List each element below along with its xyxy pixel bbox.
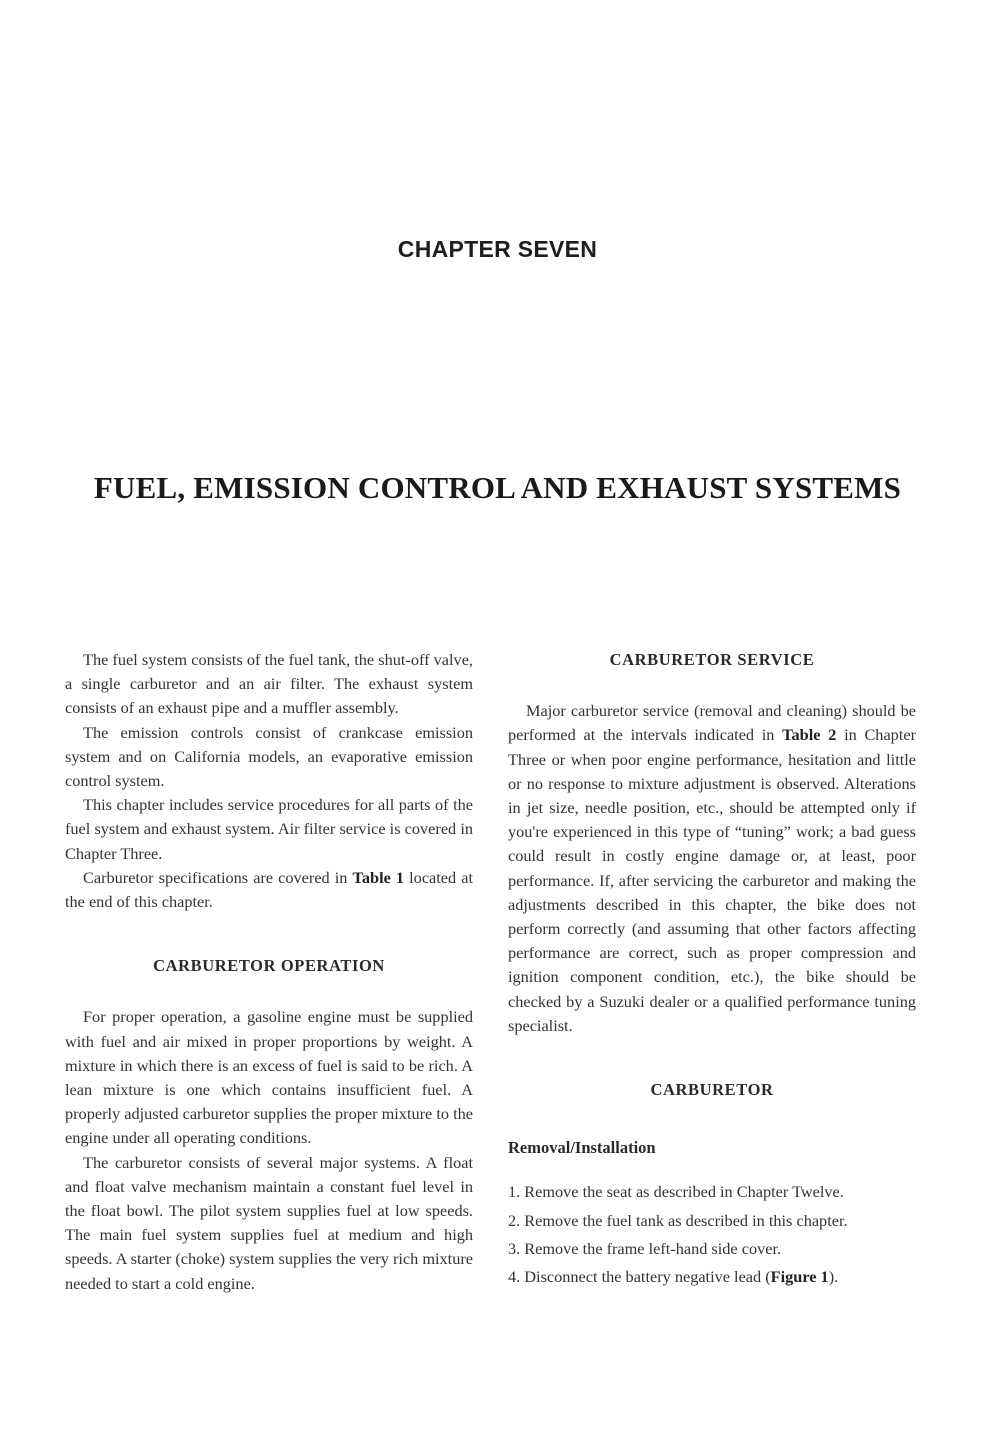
removal-steps [508,1180,916,1289]
step-4-text: 4. Disconnect the battery negative lead ( [508,1267,771,1287]
step-2: 2. Remove the fuel tank as described in this chapter. [508,1210,848,1230]
right-column [508,648,916,1293]
operation-paragraph-2: The carburetor consists of several major systems. A float and float valve mechanism maintain a constant fuel level in the float bowl. The pilot system supplies fuel at low speeds. The main fuel system supplies fuel at medium and high speeds. A starter (choke) system supplies the very rich mixture needed to start a cold engine. [65,1152,473,1293]
heading-carburetor-operation: CARBURETOR OPERATION [153,956,385,976]
p4-text-pre: Carburetor specifications are covered in [83,867,353,887]
left-column [65,648,473,1296]
service-text-pre: Major carburetor service (removal and cleaning) should be performed at the intervals indicated in [508,701,916,745]
subheading-removal-installation: Removal/Installation [508,1138,656,1158]
step-3: 3. Remove the frame left-hand side cover. [508,1238,782,1258]
figure-1-reference: Figure 1 [770,1267,829,1287]
service-paragraph [508,699,916,1038]
heading-carburetor: CARBURETOR [650,1080,774,1100]
chapter-label: CHAPTER SEVEN [397,236,598,262]
step-4 [508,1265,916,1289]
table-1-reference: Table 1 [352,867,405,887]
step-4-text-post: ). [828,1267,839,1287]
intro-paragraph-3: This chapter includes service procedures for all parts of the fuel system and exhaust system. Air filter service is covered in Chapter Three. [65,795,473,863]
intro-paragraph-2: The emission controls consist of crankcase emission system and on California models, an evaporative emission control system. [65,722,473,791]
heading-carburetor-service: CARBURETOR SERVICE [609,650,815,669]
intro-paragraph-4 [65,866,473,914]
chapter-title: FUEL, EMISSION CONTROL AND EXHAUST SYSTEMS [93,470,902,505]
operation-paragraph-1: For proper operation, a gasoline engine must be supplied with fuel and air mixed in proper proportions by weight. A mixture in which there is an excess of fuel is said to be rich. A lean mixture is one which contains insufficient fuel. A properly adjusted carburetor supplies the proper mixture to the engine under all operating conditions. [65,1007,473,1148]
service-text-post: in Chapter Three or when poor engine performance, hesitation and little or no response to mixture adjustment is observed. Alterations in jet size, needle position, etc., should be attempted only if you're experienced in this type of “tuning” work; a bad guess could result in costly engine damage or, at least, poor performance. If, after servicing the carburetor and making the adjustments described in this chapter, the bike does not perform correctly (and assuming that other factors affecting performance are correct, such as proper compression and ignition component condition, etc.), the bike should be checked by a Suzuki dealer or a qualified performance tuning specialist. [508,725,916,1035]
intro-paragraph-1: The fuel system consists of the fuel tank, the shut-off valve, a single carburetor and an air filter. The exhaust system consists of an exhaust pipe and a muffler assembly. [65,650,473,718]
p4-text-post: located at the end of this chapter. [65,867,474,912]
step-1: 1. Remove the seat as described in Chapter Twelve. [508,1182,844,1202]
table-2-reference: Table 2 [782,725,837,745]
